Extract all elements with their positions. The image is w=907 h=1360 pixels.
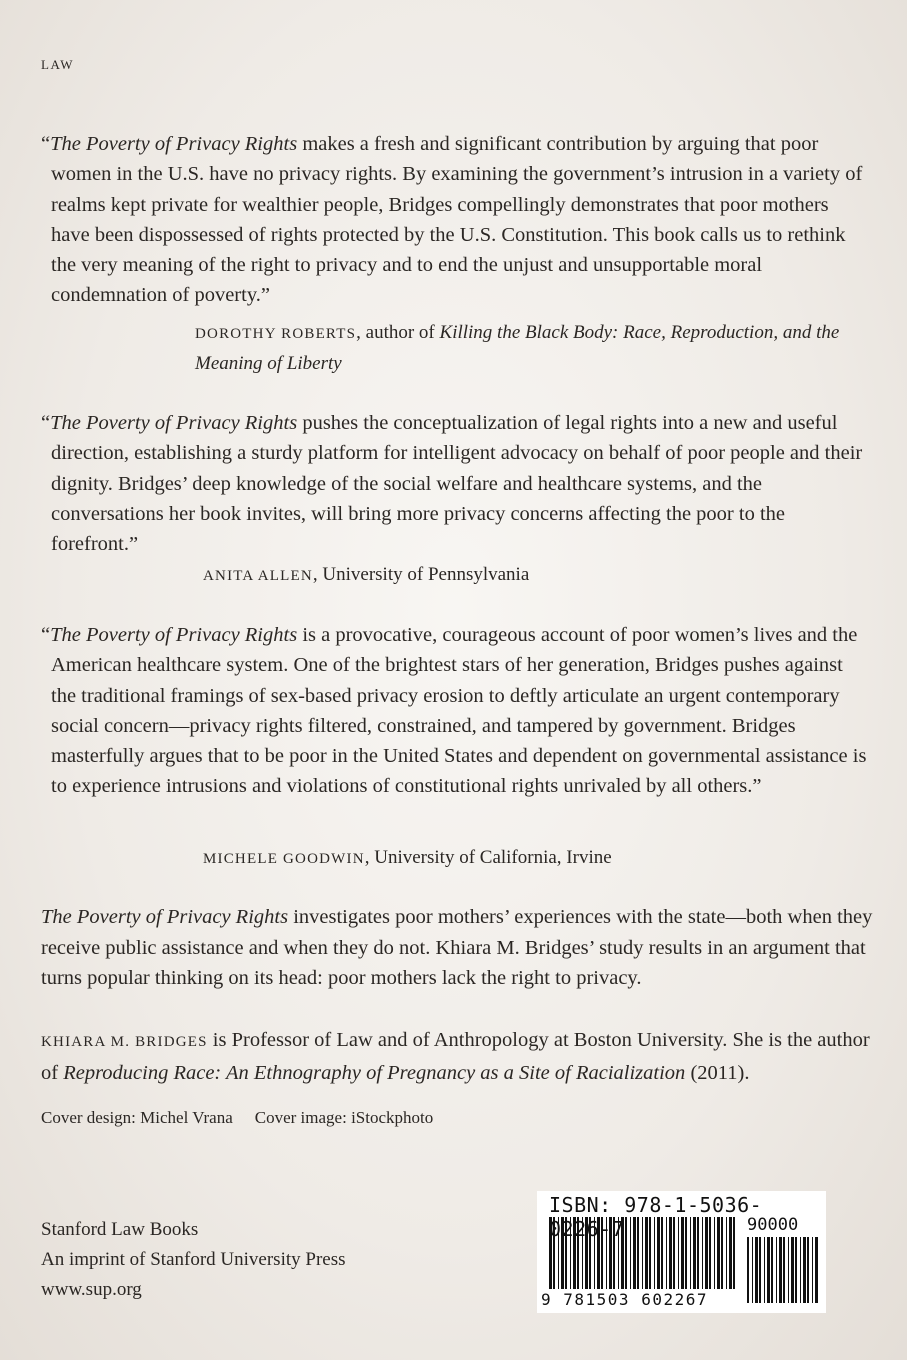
description-body: investigates poor mothers’ experiences with the state—both when they receive public assistance and when they do not. Khiara M. Bridges’ study results in an argument that turns popular thinking on its head: poor mothers lack the right to privacy. <box>41 906 873 989</box>
blurb-author: MICHELE GOODWIN <box>203 851 365 867</box>
blurb-attribution-goodwin <box>203 843 612 874</box>
cover-credits <box>41 1108 433 1128</box>
barcode-bar <box>752 1237 753 1303</box>
book-title: The Poverty of Privacy Rights <box>41 906 289 928</box>
cover-design-credit: Cover design: Michel Vrana <box>41 1108 233 1127</box>
isbn-number: ISBN: 978-1-5036-0226-7 <box>549 1193 763 1241</box>
affiliation: , University of California, Irvine <box>364 847 612 868</box>
barcode-bar <box>791 1237 794 1303</box>
barcode-bar <box>776 1237 777 1303</box>
barcode-bar <box>779 1237 782 1303</box>
barcode-bar <box>800 1237 801 1303</box>
barcode-bar <box>812 1237 813 1303</box>
barcode-bar <box>783 1237 785 1303</box>
cover-image-credit: Cover image: iStockphoto <box>254 1108 434 1127</box>
bio-text-1: is Professor of Law and of Anthropology at Boston University. She is the author of <box>41 1029 870 1084</box>
blurb-goodwin <box>41 620 871 802</box>
barcode-bar <box>807 1237 809 1303</box>
book-description <box>41 902 876 994</box>
book-title: The Poverty of Privacy Rights <box>50 412 298 434</box>
blurb-allen <box>41 408 871 559</box>
blurb-roberts <box>41 129 871 311</box>
price-code: 90000 <box>747 1215 799 1235</box>
blurb-body: is a provocative, courageous account of poor women’s lives and the American healthcare system. One of the brightest stars of her generation, Bridges pushes against the traditional framings of sex-based privacy erosion to deftly articulate an urgent contemporary social concern—privacy rights filtered, constrained, and tampered by government. Bridges masterfully argues that to be poor in the United States and dependent on governmental assistance is to experience intrusions and violations of constitutional rights unrivaled by all others.” <box>51 624 867 798</box>
barcode-bar <box>759 1237 761 1303</box>
publisher-name: Stanford Law Books <box>41 1219 199 1240</box>
barcode-bar <box>755 1237 758 1303</box>
book-title: The Poverty of Privacy Rights <box>50 624 298 646</box>
isbn-barcode <box>537 1191 826 1313</box>
author-name: KHIARA M. BRIDGES <box>41 1034 208 1050</box>
barcode-bar <box>764 1237 765 1303</box>
barcode-bar <box>771 1237 773 1303</box>
blurb-body: makes a fresh and significant contribution by arguing that poor women in the U.S. have no privacy rights. By examining the government’s intrusion in a variety of realms kept private for wealthier people, Bridges compellingly demonstrates that poor mothers have been dispossessed of rights protected by the U.S. Constitution. This book calls us to rethink the very meaning of the right to privacy and to end the unjust and unsupportable moral condemnation of poverty.” <box>51 133 863 307</box>
book-title: The Poverty of Privacy Rights <box>50 133 298 155</box>
publisher-block <box>41 1215 346 1305</box>
blurb-text: “The Poverty of Privacy Rights is a provocative, courageous account of poor women’s lives and the American healthcare system. One of the brightest stars of her generation, Bridges pushes against the traditional framings of sex-based privacy erosion to deftly articulate an urgent contemporary social concern—privacy rights filtered, constrained, and tampered by government. Bridges masterfully argues that to be poor in the United States and dependent on governmental assistance is to experience intrusions and violations of constitutional rights unrivaled by all others.” <box>41 624 867 798</box>
barcode-bar <box>795 1237 797 1303</box>
publisher-website: www.sup.org <box>41 1279 142 1300</box>
author-bio <box>41 1025 876 1088</box>
ean-digits: 9 781503 602267 <box>541 1290 708 1309</box>
blurb-body: pushes the conceptualization of legal rights into a new and useful direction, establishing a sturdy platform for intelligent advocacy on behalf of poor people and their dignity. Bridges’ deep knowledge of the social welfare and healthcare systems, and the conversations her book invites, will bring more privacy concerns affecting the poor to the forefront.” <box>51 412 863 556</box>
barcode-bar <box>747 1237 749 1303</box>
blurb-text: “The Poverty of Privacy Rights makes a fresh and significant contribution by arguing that poor women in the U.S. have no privacy rights. By examining the government’s intrusion in a variety of realms kept private for wealthier people, Bridges compellingly demonstrates that poor mothers have been dispossessed of rights protected by the U.S. Constitution. This book calls us to rethink the very meaning of the right to privacy and to end the unjust and unsupportable moral condemnation of poverty.” <box>41 133 863 307</box>
barcode-bar <box>767 1237 770 1303</box>
blurb-author: DOROTHY ROBERTS <box>195 326 357 342</box>
affiliation-work: Killing the Black Body: Race, Reproduction, and the Meaning of Liberty <box>195 322 840 374</box>
author-work: Reproducing Race: An Ethnography of Pregnancy as a Site of Racialization <box>63 1061 686 1084</box>
category-label: LAW <box>41 57 75 72</box>
blurb-author: ANITA ALLEN <box>203 568 313 584</box>
barcode-bar <box>803 1237 806 1303</box>
publisher-imprint: An imprint of Stanford University Press <box>41 1249 346 1270</box>
barcode-bar <box>788 1237 789 1303</box>
barcode-bar <box>815 1237 818 1303</box>
affiliation: , University of Pennsylvania <box>312 564 530 585</box>
affiliation-prefix: , author of <box>356 322 440 343</box>
blurb-attribution-allen <box>203 560 529 591</box>
blurb-text: “The Poverty of Privacy Rights pushes the conceptualization of legal rights into a new and useful direction, establishing a sturdy platform for intelligent advocacy on behalf of poor people and their dignity. Bridges’ deep knowledge of the social welfare and healthcare systems, and the conversations her book invites, will bring more privacy concerns affecting the poor to the forefront.” <box>41 412 863 556</box>
blurb-attribution-roberts <box>195 318 865 378</box>
bio-text-2: (2011). <box>685 1061 750 1084</box>
